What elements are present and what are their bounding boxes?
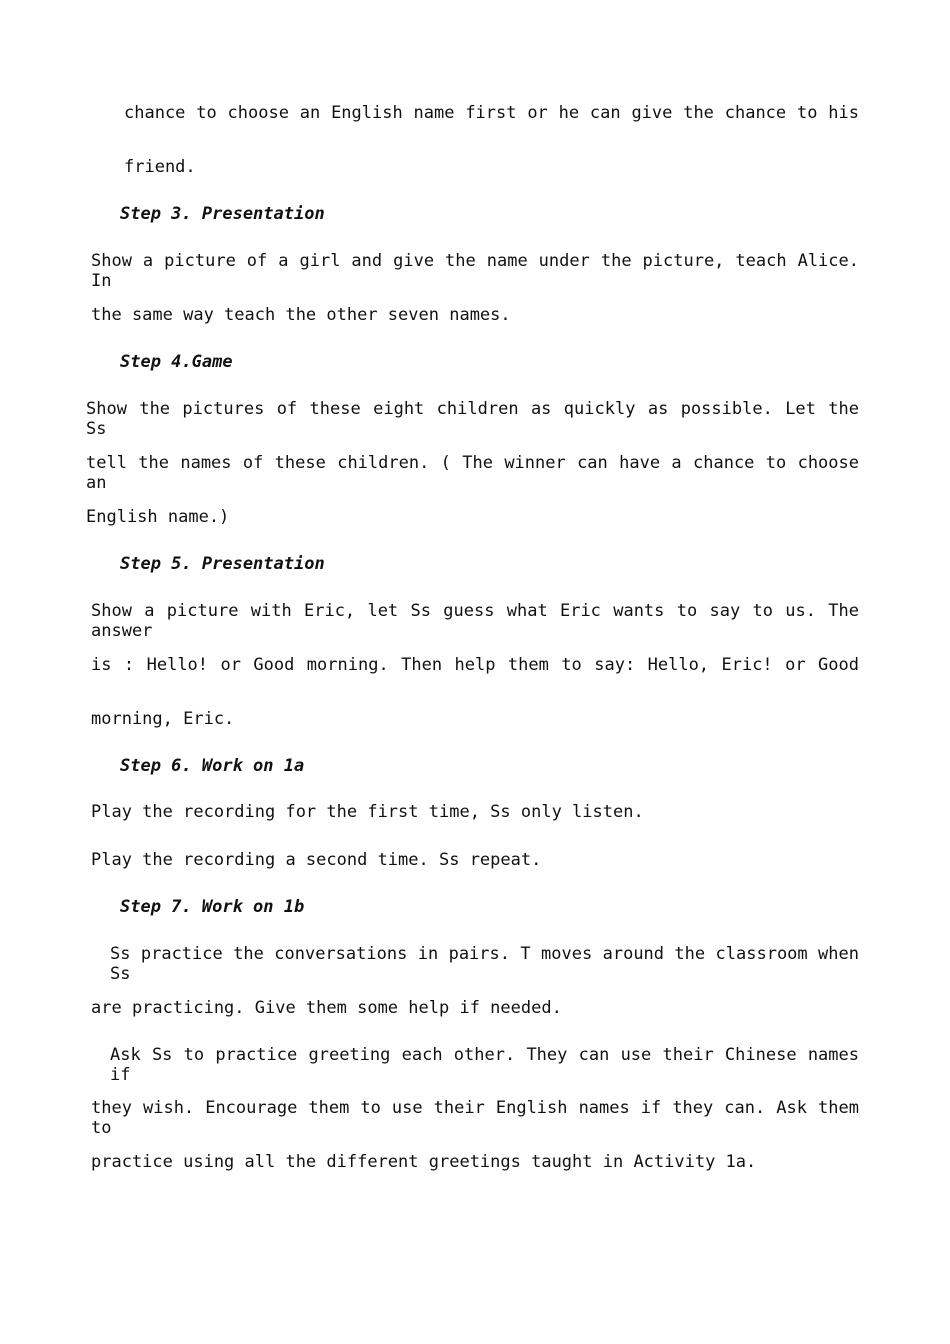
step-6-heading: Step 6. Work on 1a bbox=[120, 756, 305, 776]
step-7-heading: Step 7. Work on 1b bbox=[120, 897, 305, 917]
step-5-line-1: Show a picture with Eric, let Ss guess what Eric wants to say to us. The answer bbox=[91, 601, 859, 641]
step-7-line-3: Ask Ss to practice greeting each other. They can use their Chinese names if bbox=[110, 1045, 859, 1085]
step-7-line-2: are practicing. Give them some help if needed. bbox=[91, 998, 562, 1018]
step-4-line-3: English name.) bbox=[86, 507, 230, 527]
step-3-heading: Step 3. Presentation bbox=[120, 204, 325, 224]
intro-line-1: chance to choose an English name first or he can give the chance to his bbox=[124, 103, 859, 123]
step-4-line-1: Show the pictures of these eight children as quickly as possible. Let the Ss bbox=[86, 399, 859, 439]
step-5-line-2: is : Hello! or Good morning. Then help them to say: Hello, Eric! or Good bbox=[91, 655, 859, 675]
step-7-line-4: they wish. Encourage them to use their English names if they can. Ask them to bbox=[91, 1098, 859, 1138]
step-5-heading: Step 5. Presentation bbox=[120, 554, 325, 574]
step-4-line-2: tell the names of these children. ( The winner can have a chance to choose an bbox=[86, 453, 859, 493]
step-7-line-1: Ss practice the conversations in pairs. T moves around the classroom when Ss bbox=[110, 944, 859, 984]
step-6-line-2: Play the recording a second time. Ss repeat. bbox=[91, 850, 542, 870]
step-5-line-3: morning, Eric. bbox=[91, 709, 235, 729]
step-3-line-1: Show a picture of a girl and give the name under the picture, teach Alice. In bbox=[91, 251, 859, 291]
step-7-line-5: practice using all the different greetings taught in Activity 1a. bbox=[91, 1152, 757, 1172]
step-3-line-2: the same way teach the other seven names. bbox=[91, 305, 511, 325]
intro-line-2: friend. bbox=[124, 157, 196, 177]
step-6-line-1: Play the recording for the first time, Ss only listen. bbox=[91, 802, 644, 822]
step-4-heading: Step 4.Game bbox=[120, 352, 233, 372]
